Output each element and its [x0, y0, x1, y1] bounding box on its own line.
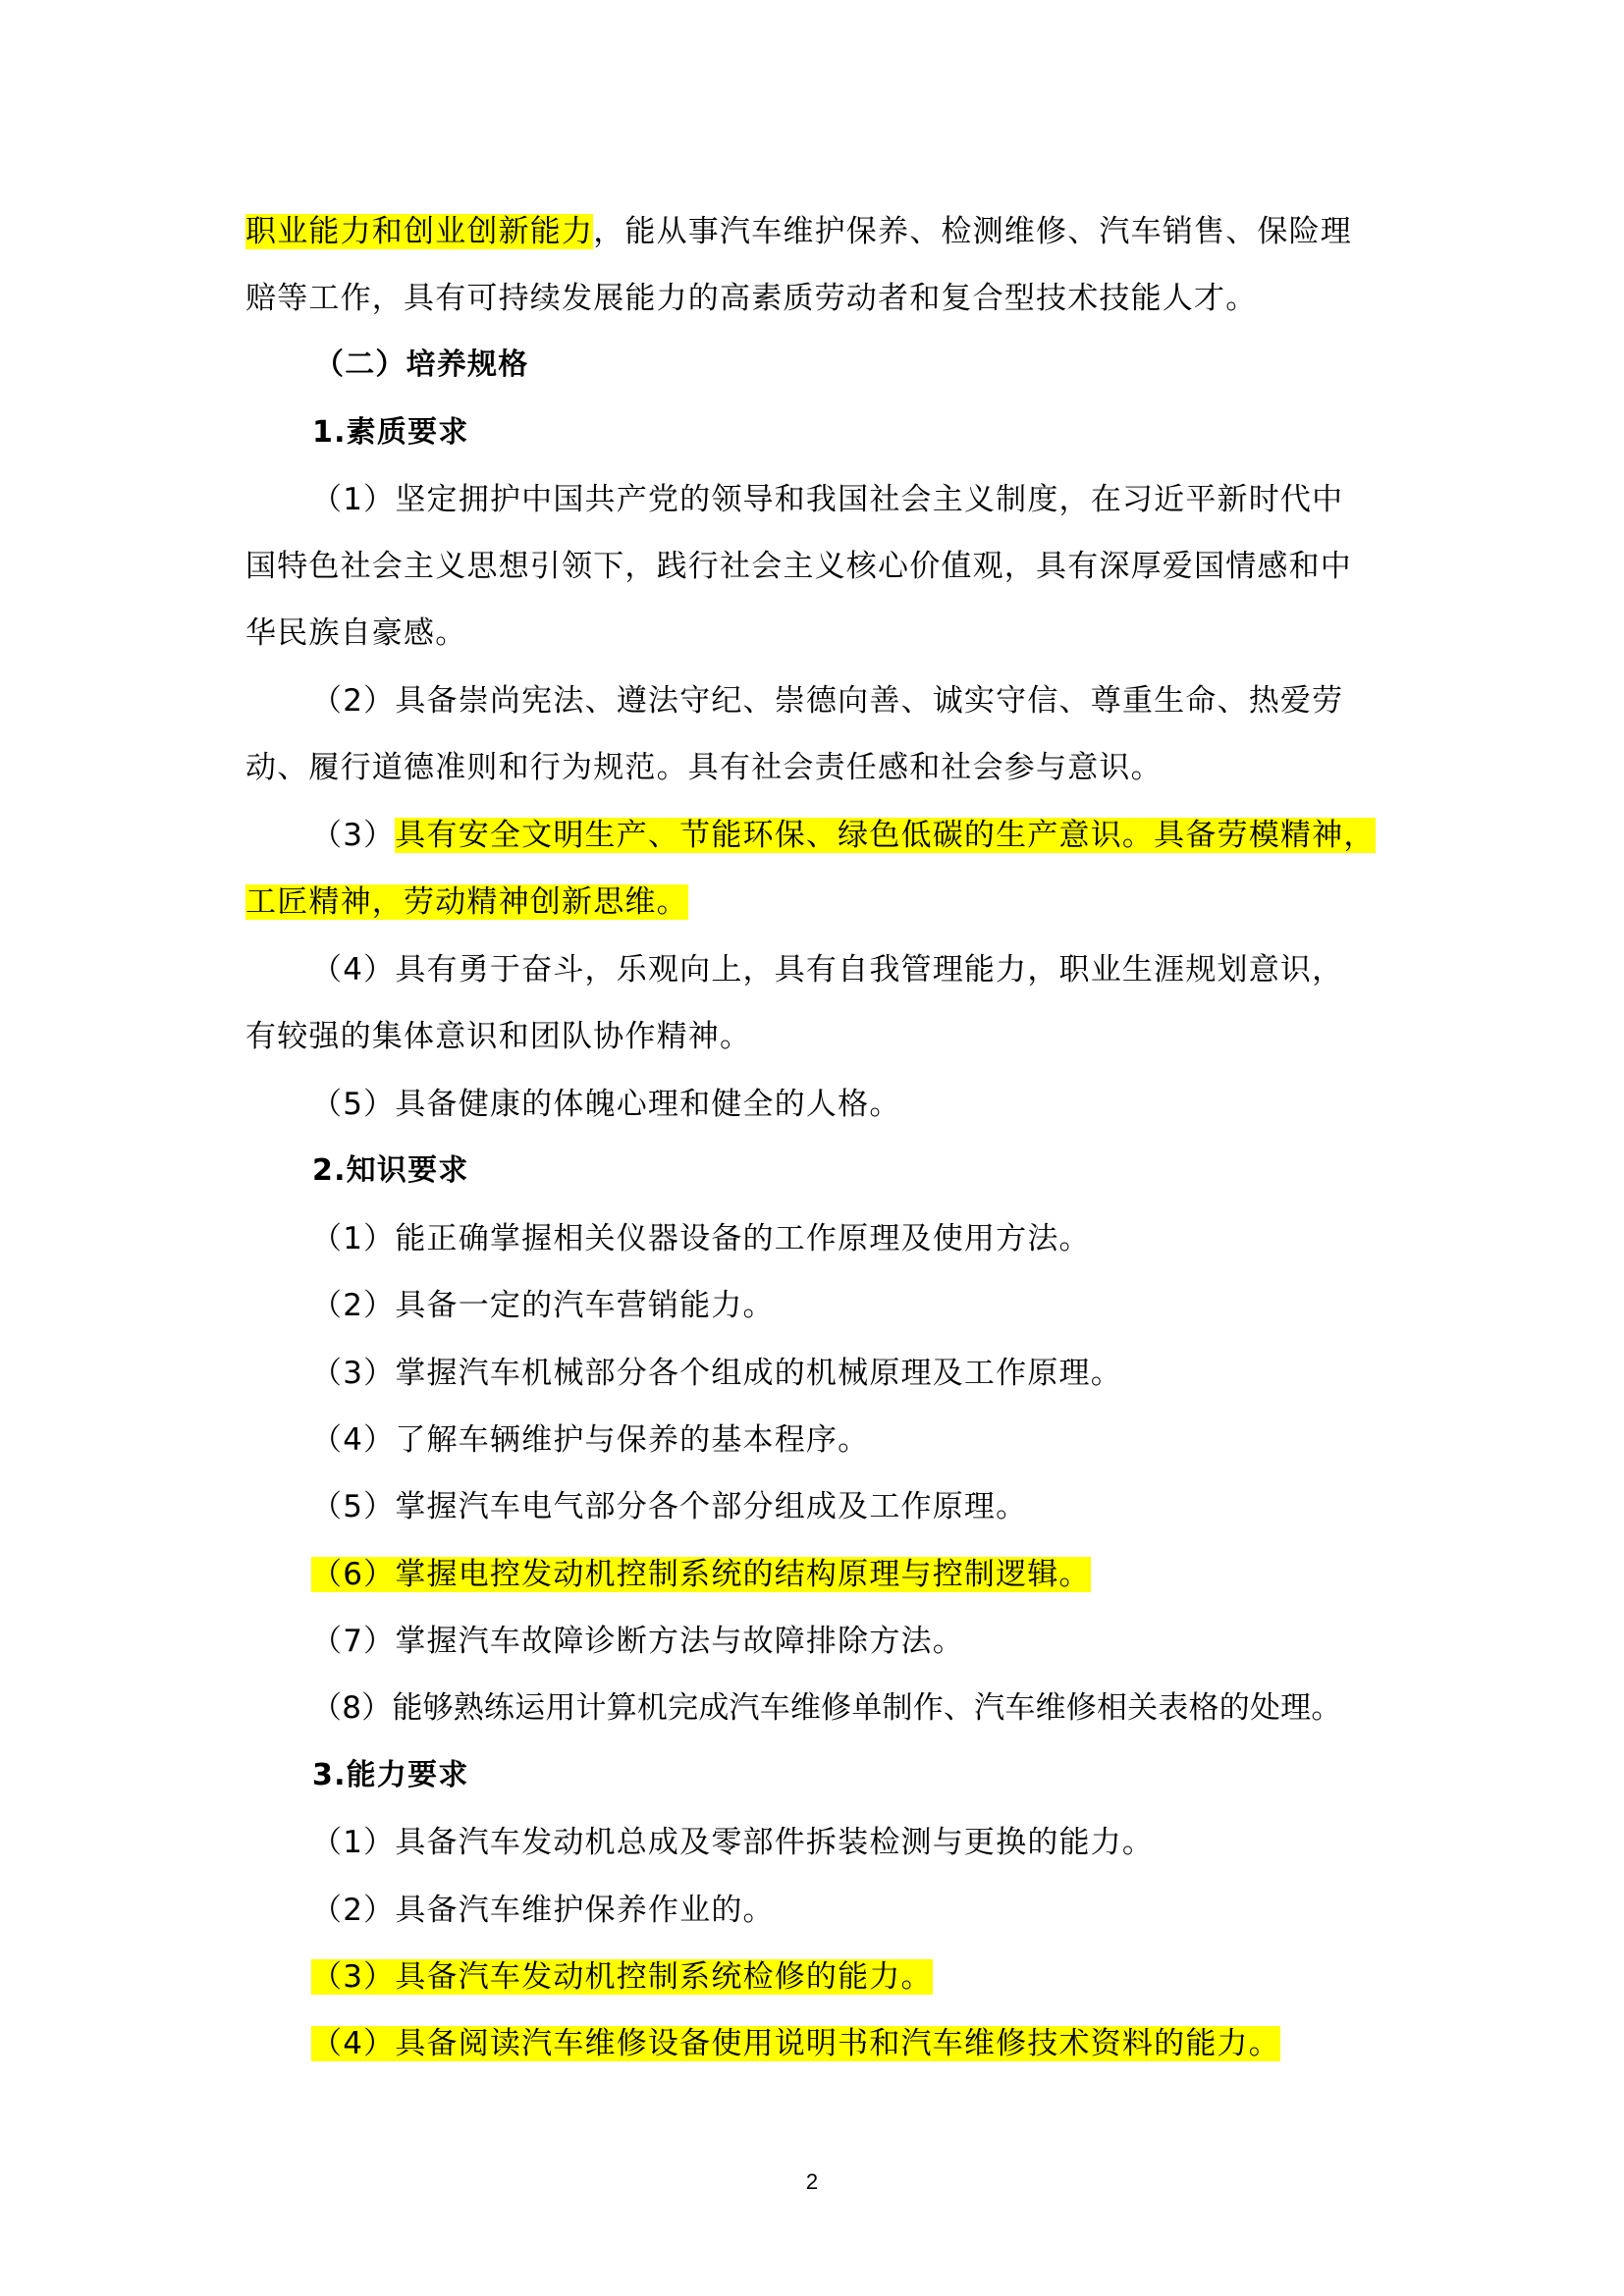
intro-line-1: 职业能力和创业创新能力，能从事汽车维护保养、检测维修、汽车销售、保险理 — [245, 214, 1353, 249]
knowledge-heading: 2.知识要求 — [312, 1153, 469, 1188]
knowledge-item-1: （1）能正确掌握相关仪器设备的工作原理及使用方法。 — [311, 1221, 1091, 1256]
knowledge-item-8: （8）能够熟练运用计算机完成汽车维修单制作、汽车维修相关表格的处理。 — [311, 1690, 1342, 1726]
highlighted-text: 工匠精神，劳动精神创新思维。 — [245, 884, 688, 920]
highlighted-text: （6）掌握电控发动机控制系统的结构原理与控制逻辑。 — [311, 1557, 1091, 1592]
quality-heading: 1.素质要求 — [312, 415, 469, 450]
quality-item-2-line-2: 动、履行道德准则和行为规范。具有社会责任感和社会参与意识。 — [245, 750, 1163, 785]
highlighted-text: 职业能力和创业创新能力 — [245, 214, 594, 249]
quality-item-4-line-2: 有较强的集体意识和团队协作精神。 — [245, 1019, 752, 1054]
quality-item-1-line-1: （1）坚定拥护中国共产党的领导和我国社会主义制度，在习近平新时代中 — [311, 482, 1344, 517]
highlighted-text: （3）具备汽车发动机控制系统检修的能力。 — [311, 1959, 933, 1995]
knowledge-item-4: （4）了解车辆维护与保养的基本程序。 — [311, 1422, 870, 1458]
quality-item-1-line-2: 国特色社会主义思想引领下，践行社会主义核心价值观，具有深厚爱国情感和中 — [245, 549, 1352, 584]
intro-line-2: 赔等工作，具有可持续发展能力的高素质劳动者和复合型技术技能人才。 — [245, 281, 1258, 316]
knowledge-item-3: （3）掌握汽车机械部分各个组成的机械原理及工作原理。 — [311, 1356, 1122, 1391]
ability-item-4 — [311, 2022, 1450, 2065]
quality-item-4-line-1: （4）具有勇于奋斗，乐观向上，具有自我管理能力，职业生涯规划意识， — [311, 952, 1344, 988]
section-title: （二）培养规格 — [314, 347, 529, 382]
quality-item-5: （5）具备健康的体魄心理和健全的人格。 — [311, 1087, 901, 1122]
ability-heading: 3.能力要求 — [312, 1758, 469, 1792]
knowledge-item-5: （5）掌握汽车电气部分各个部分组成及工作原理。 — [311, 1489, 1028, 1524]
ability-item-2: （2）具备汽车维护保养作业的。 — [311, 1893, 775, 1928]
knowledge-item-7: （7）掌握汽车故障诊断方法与故障排除方法。 — [311, 1624, 964, 1659]
highlighted-text: 具有安全文明生产、节能环保、绿色低碳的生产意识。具备劳模精神， — [395, 818, 1376, 853]
quality-item-3-line-1: （3）具有安全文明生产、节能环保、绿色低碳的生产意识。具备劳模精神， — [311, 818, 1376, 853]
quality-item-3-line-2 — [245, 881, 1384, 924]
knowledge-item-2: （2）具备一定的汽车营销能力。 — [311, 1288, 775, 1323]
ability-item-3 — [311, 1955, 1450, 1999]
quality-item-2-line-1: （2）具备崇尚宪法、遵法守纪、崇德向善、诚实守信、尊重生命、热爱劳 — [311, 683, 1344, 719]
ability-item-1: （1）具备汽车发动机总成及零部件拆装检测与更换的能力。 — [311, 1825, 1155, 1860]
highlighted-text: （4）具备阅读汽车维修设备使用说明书和汽车维修技术资料的能力。 — [311, 2026, 1280, 2061]
quality-item-1-line-3: 华民族自豪感。 — [245, 615, 467, 651]
page-number: 2 — [805, 2169, 819, 2194]
knowledge-item-6 — [311, 1553, 1450, 1596]
